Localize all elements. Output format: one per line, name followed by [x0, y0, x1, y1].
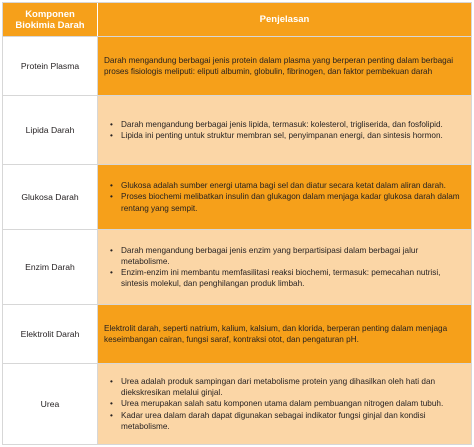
bullet-list: [104, 376, 463, 432]
row-component-name: Urea: [3, 364, 98, 444]
list-item: • Enzim-enzim ini membantu memfasilitasi reaksi biochemi, termasuk: pemecahan nutrisi, sintesis molekul, dan penghilangan produk limbah.: [104, 267, 463, 289]
header-explanation: Penjelasan: [259, 14, 310, 25]
table-row: [3, 304, 471, 363]
row-explanation: [98, 364, 471, 444]
table-row: [3, 229, 471, 304]
row-component-name: Enzim Darah: [3, 230, 98, 304]
bullet-list: [104, 119, 463, 141]
table-row: [3, 363, 471, 444]
table-row: [3, 164, 471, 229]
table-header: [3, 3, 471, 36]
list-item: • Darah mengandung berbagai jenis enzim yang berpartisipasi dalam berbagai jalur metabolisme.: [104, 245, 463, 267]
header-component: [3, 3, 98, 36]
explanation-text: Elektrolit darah, seperti natrium, kalium, kalsium, dan klorida, berperan penting dalam menjaga keseimbangan cairan, fungsi saraf, kontraksi otot, dan pengaturan pH.: [104, 323, 448, 344]
list-item: • Proses biochemi melibatkan insulin dan glukagon dalam menjaga kadar glukosa darah dalam rentang yang sempit.: [104, 191, 463, 213]
row-explanation: [98, 230, 471, 304]
list-item: • Urea adalah produk sampingan dari metabolisme protein yang dihasilkan oleh hati dan diekskresikan melalui ginjal.: [104, 376, 463, 398]
row-component-name: Protein Plasma: [3, 37, 98, 95]
list-item: • Glukosa adalah sumber energi utama bagi sel dan diatur secara ketat dalam aliran darah.: [104, 180, 463, 191]
list-item: • Darah mengandung berbagai jenis lipida, termasuk: kolesterol, trigliserida, dan fosfolipid.: [104, 119, 463, 130]
header-component-line2: Biokimia Darah: [15, 19, 85, 31]
row-explanation: [98, 37, 471, 95]
table-row: [3, 36, 471, 95]
row-explanation: [98, 96, 471, 164]
explanation-text: Darah mengandung berbagai jenis protein dalam plasma yang berperan penting dalam berbagai proses fisiologis meliputi: eliputi albumin, globulin, fibrinogen, dan faktor pembekuan darah: [104, 55, 454, 76]
blood-biochemistry-table: [2, 2, 472, 445]
row-explanation: [98, 305, 471, 363]
list-item: • Lipida ini penting untuk struktur membran sel, penyimpanan energi, dan sintesis hormon.: [104, 130, 463, 141]
header-component-line1: Komponen: [25, 8, 75, 20]
row-component-name: Elektrolit Darah: [3, 305, 98, 363]
row-explanation: [98, 165, 471, 229]
row-component-name: Glukosa Darah: [3, 165, 98, 229]
bullet-list: [104, 180, 463, 214]
list-item: • Kadar urea dalam darah dapat digunakan sebagai indikator fungsi ginjal dan kondisi metabolisme.: [104, 410, 463, 432]
bullet-list: [104, 245, 463, 290]
list-item: • Urea merupakan salah satu komponen utama dalam pembuangan nitrogen dalam tubuh.: [104, 398, 463, 409]
table-row: [3, 95, 471, 164]
row-component-name: Lipida Darah: [3, 96, 98, 164]
